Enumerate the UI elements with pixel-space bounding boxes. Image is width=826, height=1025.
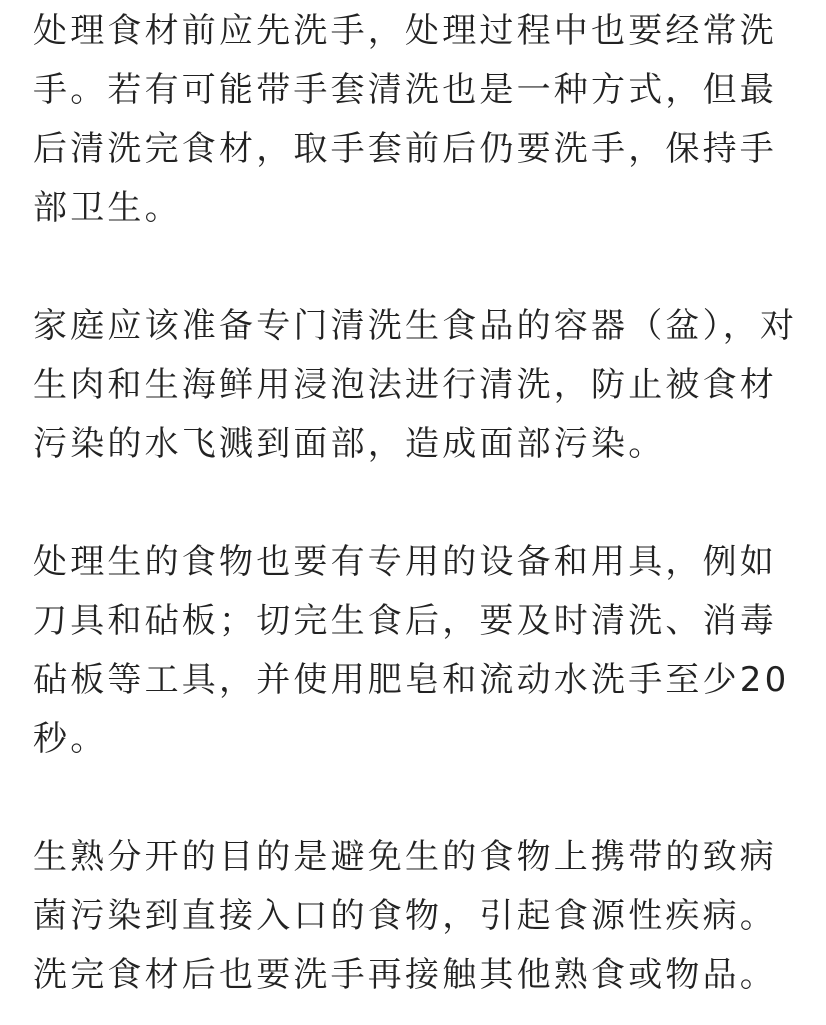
paragraph-hand-washing: 处理食材前应先洗手，处理过程中也要经常洗手。若有可能带手套清洗也是一种方式，但最后清洗完食材，取手套前后仍要洗手，保持手部卫生。: [33, 11, 777, 228]
paragraph-raw-cooked-separation: 生熟分开的目的是避免生的食物上携带的致病菌污染到直接入口的食物，引起食源性疾病。洗完食材后也要洗手再接触其他熟食或物品。: [33, 837, 777, 995]
paragraph-washing-container: 家庭应该准备专门清洗生食品的容器（盆），对生肉和生海鲜用浸泡法进行清洗，防止被食材污染的水飞溅到面部，造成面部污染。: [33, 306, 798, 464]
paragraph-dedicated-utensils: 处理生的食物也要有专用的设备和用具，例如刀具和砧板；切完生食后，要及时清洗、消毒砧板等工具，并使用肥皂和流动水洗手至少20秒。: [33, 542, 790, 759]
